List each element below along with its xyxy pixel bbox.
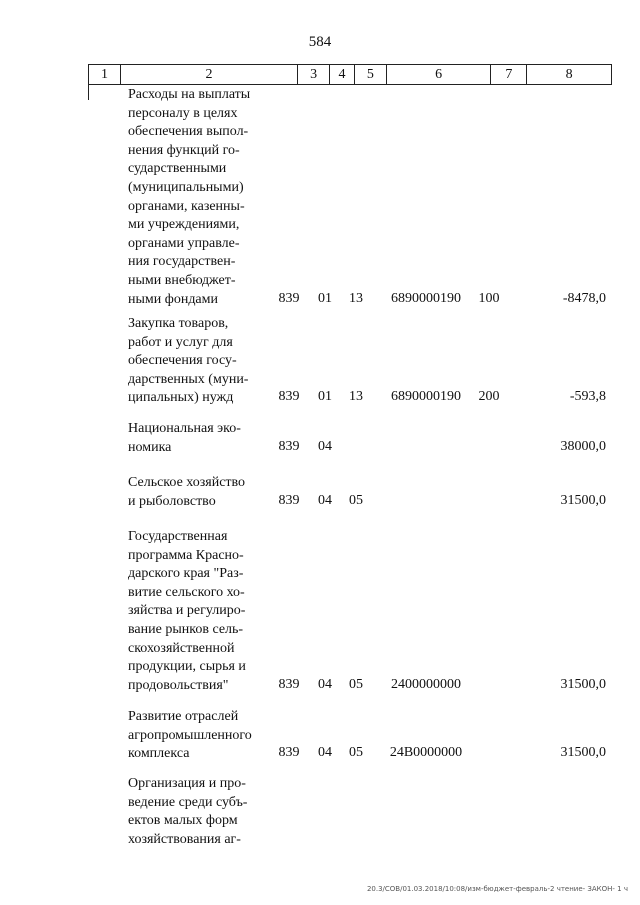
cell-c3: 839 <box>278 290 300 306</box>
description-line: Расходы на выплаты <box>128 87 251 102</box>
cell-c6: 6890000190 <box>391 290 461 306</box>
cell-c4: 04 <box>318 676 332 692</box>
page-number: 584 <box>308 34 332 50</box>
description-line: персоналу в целях <box>128 105 238 121</box>
header-col-6: 6 <box>387 65 492 84</box>
cell-c8: 38000,0 <box>560 438 606 454</box>
footer-stamp: 20.3/СОВ/01.03.2018/10:08/изм-бюджет-февраль-2 чтение- ЗАКОН- 1 ч <box>366 885 628 893</box>
description-line: Организация и про- <box>128 776 246 791</box>
cell-c6: 24В0000000 <box>389 745 463 761</box>
description-line: Национальная эко- <box>128 421 241 436</box>
description-line: органами, казенны- <box>128 198 245 214</box>
cell-c4: 04 <box>318 492 332 508</box>
cell-c8: -8478,0 <box>562 290 606 306</box>
cell-c4: 01 <box>318 389 332 405</box>
cell-c8: 31500,0 <box>560 676 606 692</box>
description-line: ектов малых форм <box>128 813 238 829</box>
cell-c3: 839 <box>278 389 300 405</box>
description-line: Развитие отраслей <box>128 709 239 724</box>
description-line: нения функций го- <box>128 142 240 158</box>
header-col-3: 3 <box>298 65 330 84</box>
description-line: Сельское хозяйство <box>128 475 246 490</box>
cell-c7: 200 <box>478 389 500 405</box>
row-description <box>128 420 266 457</box>
description-line: дарского края "Раз- <box>128 566 244 582</box>
description-line: Государственная <box>128 529 228 544</box>
cell-c4: 04 <box>318 438 332 454</box>
description-line: обеспечения госу- <box>128 353 237 369</box>
cell-c3: 839 <box>278 676 300 692</box>
header-col-2: 2 <box>121 65 298 84</box>
cell-c5: 13 <box>349 290 363 306</box>
cell-c5: 05 <box>349 676 363 692</box>
description-line: сударственными <box>128 161 227 177</box>
cell-c3: 839 <box>278 492 300 508</box>
description-line: (муниципальными) <box>128 179 244 195</box>
description-line: ными внебюджет- <box>128 272 236 288</box>
cell-c3: 839 <box>278 745 300 761</box>
cell-c7: 100 <box>478 290 500 306</box>
description-line: продукции, сырья и <box>128 659 246 675</box>
table-left-border <box>88 85 89 100</box>
description-line: продовольствия" <box>128 677 229 693</box>
description-line: вание рынков сель- <box>128 621 244 637</box>
description-line: обеспечения выпол- <box>128 124 249 140</box>
description-line: ми учреждениями, <box>128 217 240 233</box>
cell-c6: 2400000000 <box>391 676 461 692</box>
description-line: зяйства и регулиро- <box>128 603 246 619</box>
cell-c8: 31500,0 <box>560 745 606 761</box>
description-line: ными фондами <box>128 291 219 307</box>
row-description <box>128 474 266 511</box>
description-line: органами управле- <box>128 235 240 251</box>
description-line: работ и услуг для <box>128 334 233 350</box>
row-description <box>128 708 266 764</box>
description-line: ния государствен- <box>128 254 236 270</box>
header-col-5: 5 <box>355 65 387 84</box>
row-description <box>128 775 266 849</box>
row-description <box>128 86 266 309</box>
header-col-1: 1 <box>89 65 121 84</box>
table-header-row <box>88 64 612 85</box>
cell-c8: -593,8 <box>569 389 606 405</box>
header-col-4: 4 <box>330 65 355 84</box>
cell-c8: 31500,0 <box>560 492 606 508</box>
description-line: витие сельского хо- <box>128 584 245 600</box>
cell-c5: 05 <box>349 492 363 508</box>
description-line: номика <box>128 439 172 455</box>
description-line: и рыболовство <box>128 493 216 509</box>
description-line: скохозяйственной <box>128 640 235 656</box>
description-line: дарственных (муни- <box>128 371 249 387</box>
cell-c6: 6890000190 <box>391 389 461 405</box>
description-line: хозяйствования аг- <box>128 831 241 847</box>
description-line: Закупка товаров, <box>128 316 229 331</box>
row-description <box>128 315 266 408</box>
description-line: ведение среди субъ- <box>128 794 248 810</box>
cell-c3: 839 <box>278 438 300 454</box>
header-col-8: 8 <box>565 67 573 82</box>
description-line: комплекса <box>128 746 190 762</box>
description-line: программа Красно- <box>128 547 244 563</box>
row-description <box>128 528 266 695</box>
cell-c5: 13 <box>349 389 363 405</box>
description-line: ципальных) нужд <box>128 390 234 406</box>
description-line: агропромышленного <box>128 727 252 743</box>
header-col-7: 7 <box>491 65 527 84</box>
cell-c5: 05 <box>349 745 363 761</box>
cell-c4: 04 <box>318 745 332 761</box>
cell-c4: 01 <box>318 290 332 306</box>
